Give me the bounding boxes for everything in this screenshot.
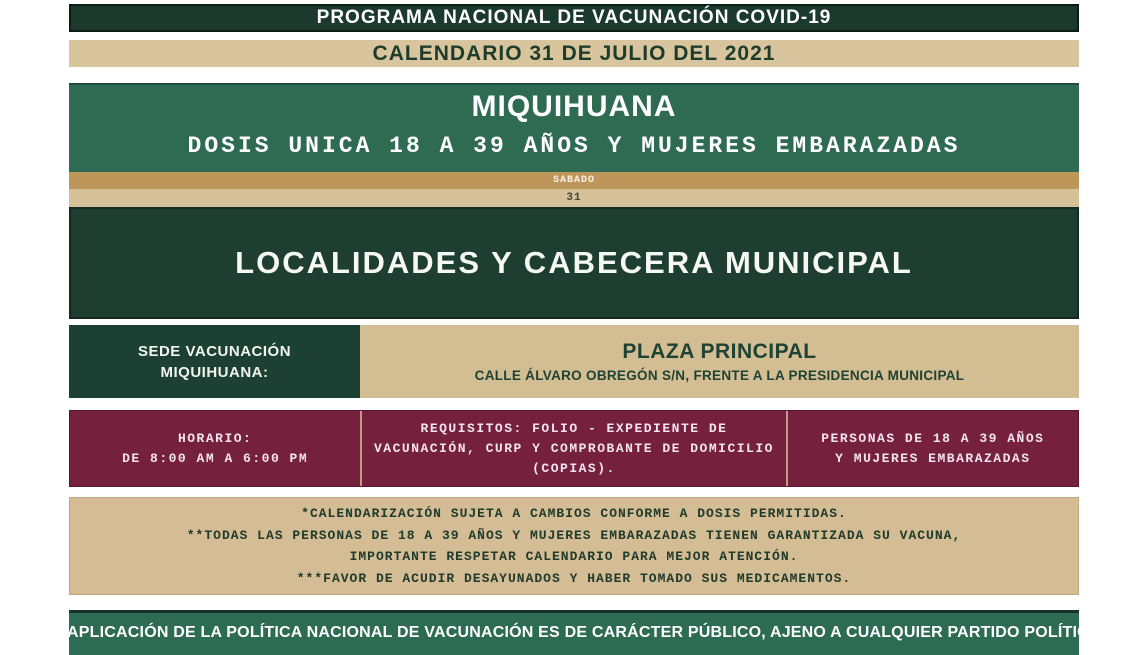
requirements-cell <box>360 411 787 486</box>
day-name-band: SABADO <box>69 172 1079 189</box>
eligible-line2: Y MUJERES EMBARAZADAS <box>835 450 1031 466</box>
note-line-3: IMPORTANTE RESPETAR CALENDARIO PARA MEJOR ATENCIÓN. <box>349 549 799 564</box>
municipality-name: MIQUIHUANA <box>471 90 677 123</box>
venue-info-cell <box>360 325 1079 398</box>
program-title-band <box>69 4 1079 32</box>
notes-band <box>69 497 1079 595</box>
venue-label-line1: SEDE VACUNACIÓN <box>137 342 292 360</box>
section-title-band <box>69 207 1079 319</box>
venue-label-line2: MIQUIHUANA: <box>160 363 269 381</box>
calendar-title-band <box>69 40 1079 67</box>
eligible-line1: PERSONAS DE 18 A 39 AÑOS <box>821 430 1045 446</box>
schedule-hours: DE 8:00 AM A 6:00 PM <box>122 450 309 466</box>
schedule-label: HORARIO: <box>177 430 253 446</box>
venue-label-cell <box>69 325 360 398</box>
footer-disclaimer-text: LA APLICACIÓN DE LA POLÍTICA NACIONAL DE VACUNACIÓN ES DE CARÁCTER PÚBLICO, AJENO A CUALQUIER PARTIDO POLÍTICO, <box>41 624 1107 641</box>
details-row <box>69 410 1079 487</box>
note-line-4: ***FAVOR DE ACUDIR DESAYUNADOS Y HABER TOMADO SUS MEDICAMENTOS. <box>296 570 852 586</box>
requirements-text: REQUISITOS: FOLIO - EXPEDIENTE DE VACUNACIÓN, CURP Y COMPROBANTE DE DOMICILIO (COPIAS). <box>374 420 774 476</box>
section-title: LOCALIDADES Y CABECERA MUNICIPAL <box>235 245 913 280</box>
eligible-cell <box>788 411 1078 486</box>
vaccination-calendar-poster <box>0 4 1140 645</box>
venue-name: PLAZA PRINCIPAL <box>622 340 817 363</box>
dose-eligibility-text: DOSIS UNICA 18 A 39 AÑOS Y MUJERES EMBARAZADAS <box>187 133 961 159</box>
day-number-band: 31 <box>69 189 1079 207</box>
footer-disclaimer-band <box>41 610 1107 655</box>
program-title: PROGRAMA NACIONAL DE VACUNACIÓN COVID-19 <box>316 7 832 28</box>
note-line-2: **TODAS LAS PERSONAS DE 18 A 39 AÑOS Y MUJERES EMBARAZADAS TIENEN GARANTIZADA SU VACUNA, <box>186 527 962 543</box>
note-line-1: *CALENDARIZACIÓN SUJETA A CAMBIOS CONFORME A DOSIS PERMITIDAS. <box>301 506 847 521</box>
municipality-band <box>69 83 1079 172</box>
calendar-title: CALENDARIO 31 DE JULIO DEL 2021 <box>372 41 776 65</box>
venue-row <box>69 325 1079 398</box>
venue-address: CALLE ÁLVARO OBREGÓN S/N, FRENTE A LA PRESIDENCIA MUNICIPAL <box>474 368 965 383</box>
schedule-cell <box>70 411 360 486</box>
